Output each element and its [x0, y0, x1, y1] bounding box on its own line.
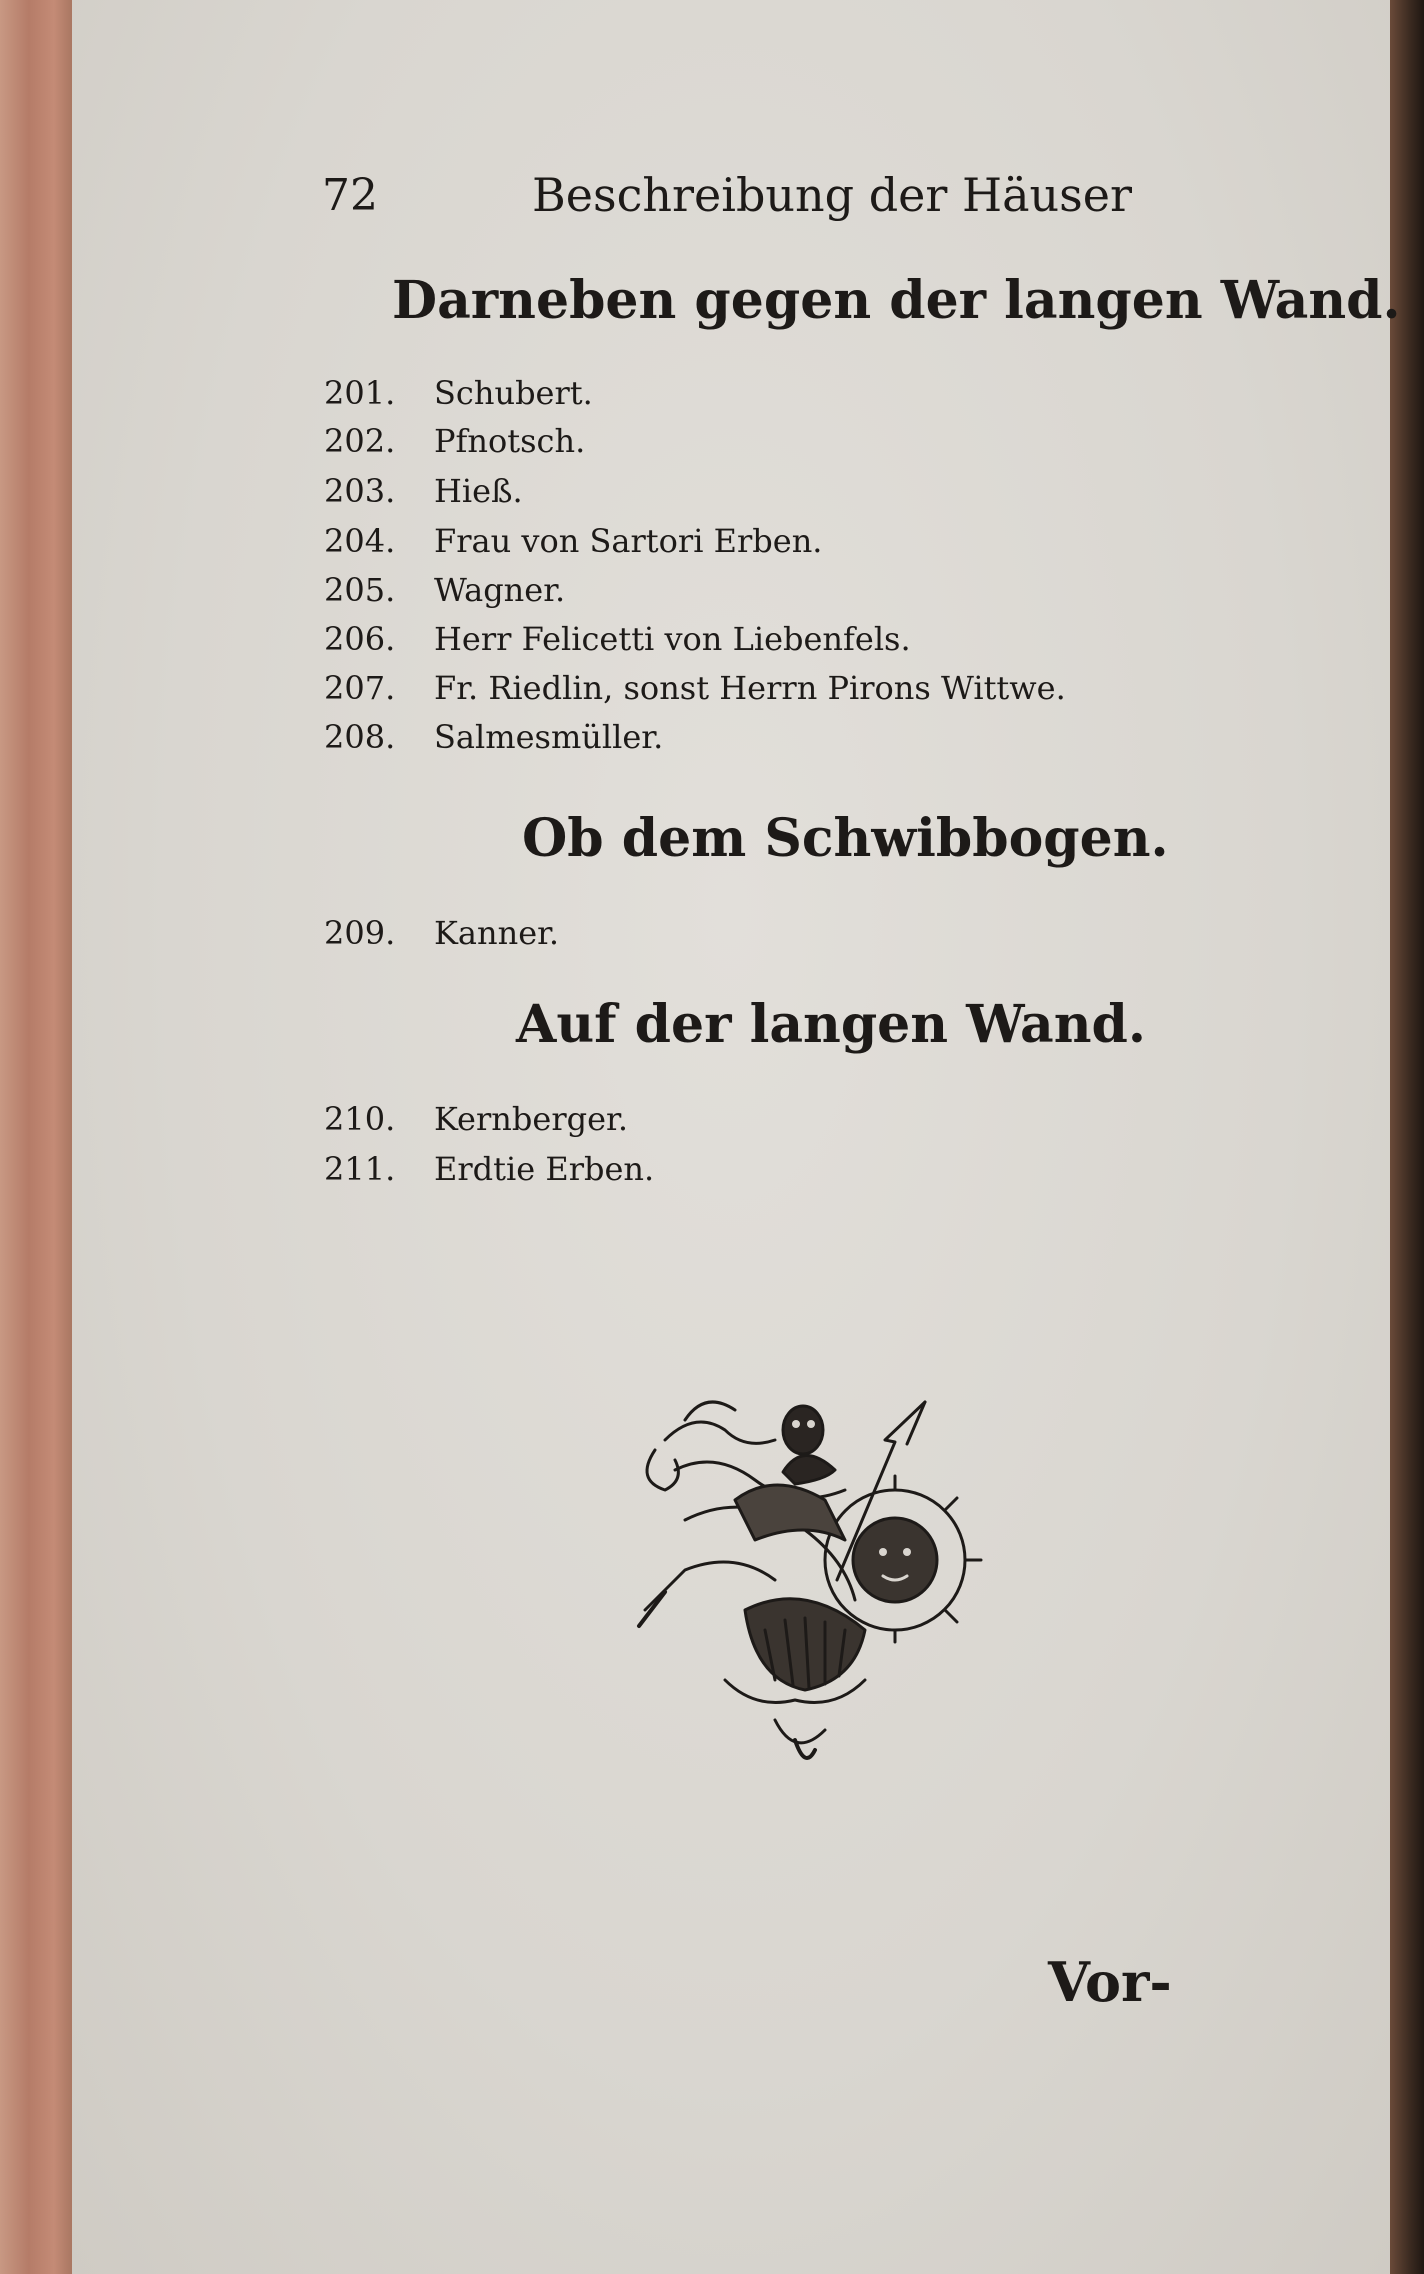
woodcut-vignette-owl-sun-icon	[625, 1380, 985, 1780]
section-heading: Ob dem Schwibbogen.	[522, 808, 1169, 869]
page-edge-left	[0, 0, 72, 2274]
binding-edge-right	[1390, 0, 1424, 2274]
section-heading: Auf der langen Wand.	[516, 994, 1147, 1055]
entry-number: 211.	[324, 1150, 396, 1188]
running-head: Beschreibung der Häuser	[532, 168, 1132, 222]
entry-name: Kernberger.	[434, 1100, 628, 1138]
entry-number: 201.	[324, 374, 396, 412]
entry-name: Schubert.	[434, 374, 593, 412]
catchword: Vor-	[1048, 1950, 1172, 2014]
paper-sheet	[72, 0, 1390, 2274]
entry-number: 203.	[324, 472, 396, 510]
entry-name: Salmesmüller.	[434, 718, 664, 756]
section-heading: Darneben gegen der langen Wand.	[392, 270, 1401, 331]
entry-number: 209.	[324, 914, 396, 952]
entry-name: Pfnotsch.	[434, 422, 586, 460]
entry-number: 202.	[324, 422, 396, 460]
entry-name: Fr. Riedlin, sonst Herrn Pirons Wittwe.	[434, 669, 1066, 707]
entry-number: 210.	[324, 1100, 396, 1138]
entry-name: Herr Felicetti von Liebenfels.	[434, 620, 911, 658]
entry-name: Kanner.	[434, 914, 560, 952]
entry-name: Hieß.	[434, 472, 523, 510]
entry-number: 207.	[324, 669, 396, 707]
entry-number: 204.	[324, 522, 396, 560]
entry-number: 208.	[324, 718, 396, 756]
entry-number: 206.	[324, 620, 396, 658]
entry-name: Frau von Sartori Erben.	[434, 522, 823, 560]
entry-name: Wagner.	[434, 571, 566, 609]
entry-number: 205.	[324, 571, 396, 609]
page-number: 72	[322, 170, 378, 221]
entry-name: Erdtie Erben.	[434, 1150, 655, 1188]
